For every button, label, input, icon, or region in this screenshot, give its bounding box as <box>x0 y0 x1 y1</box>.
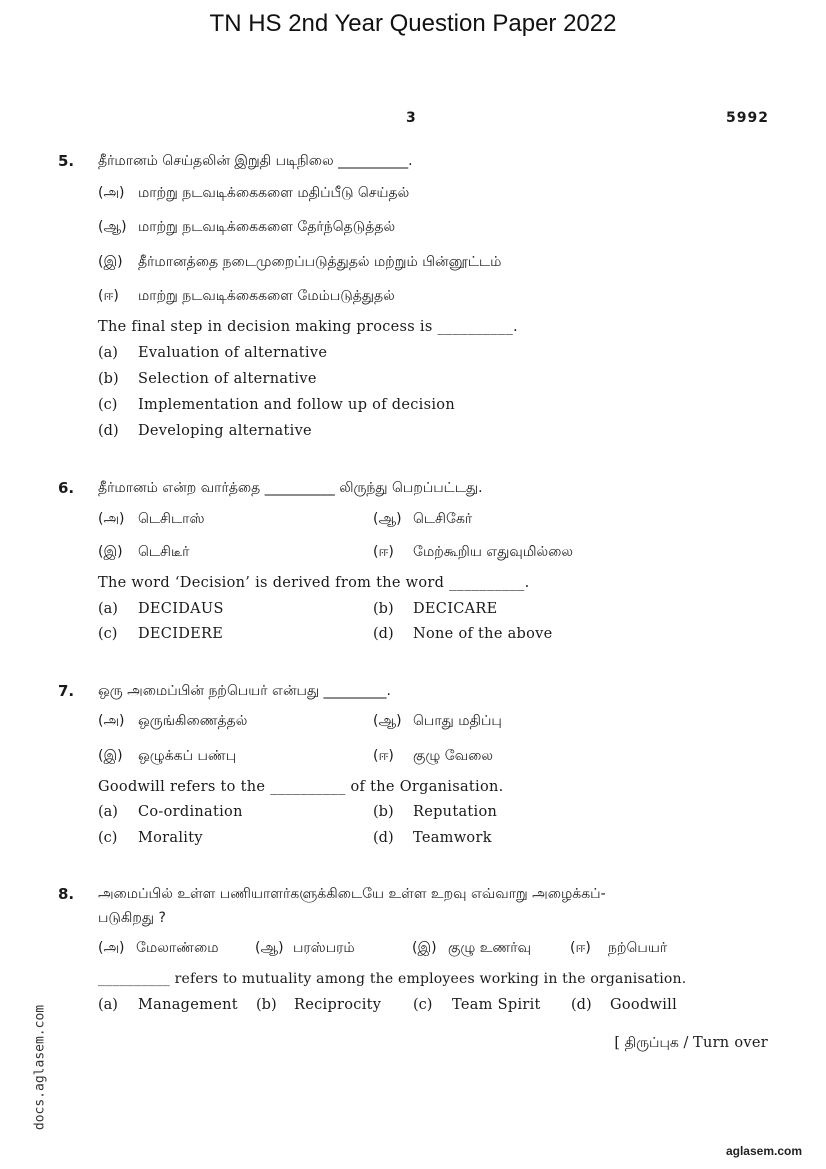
tamil-option-text: மேலாண்மை <box>136 940 219 956</box>
tamil-option-label: (ஈ) <box>373 748 394 764</box>
option-label: (c) <box>98 626 118 642</box>
option-text: Co-ordination <box>138 804 243 820</box>
tamil-option-text: குழு வேலை <box>413 748 493 764</box>
tamil-option-label: (ஆ) <box>373 511 402 527</box>
option-text: Evaluation of alternative <box>138 345 328 361</box>
option-text: Goodwill <box>610 997 678 1013</box>
tamil-option-label: (ஆ) <box>98 219 127 235</box>
tamil-option-label: (ஈ) <box>98 288 119 304</box>
question-number: 8. <box>58 885 75 903</box>
english-question: __________ refers to mutuality among the employees working in the organisation. <box>98 971 687 987</box>
turn-over-english: Turn over <box>692 1035 768 1051</box>
tamil-option-label: (அ) <box>98 511 125 527</box>
option-text: Selection of alternative <box>138 371 317 387</box>
option-label: (a) <box>98 804 118 820</box>
tamil-option-text: மேற்கூறிய எதுவுமில்லை <box>413 544 574 560</box>
question-number: 7. <box>58 682 75 700</box>
option-text: DECIDAUS <box>138 601 224 617</box>
tamil-option-label: (இ) <box>98 254 123 270</box>
option-label: (b) <box>373 804 394 820</box>
option-label: (b) <box>98 371 119 387</box>
option-text: Morality <box>138 830 203 846</box>
option-label: (d) <box>571 997 592 1013</box>
option-text: None of the above <box>413 626 553 642</box>
tamil-option-text: டெசிகேர் <box>413 511 473 527</box>
page-number: 3 <box>406 110 416 126</box>
option-text: Developing alternative <box>138 423 312 439</box>
option-label: (a) <box>98 997 118 1013</box>
tamil-option-text: மாற்று நடவடிக்கைகளை மேம்படுத்துதல் <box>138 288 395 304</box>
tamil-option-label: (அ) <box>98 940 125 956</box>
watermark: docs.aglasem.com <box>32 1004 48 1131</box>
site-link[interactable]: aglasem.com <box>725 1144 802 1158</box>
option-label: (c) <box>413 997 433 1013</box>
option-label: (a) <box>98 601 118 617</box>
tamil-option-text: ஒருங்கிணைத்தல் <box>138 713 248 729</box>
option-text: DECIDERE <box>138 626 224 642</box>
tamil-question: தீர்மானம் செய்தலின் இறுதி படிநிலை __________. <box>98 153 413 169</box>
tamil-question: ஒரு அமைப்பின் நற்பெயர் என்பது _________. <box>98 683 391 699</box>
tamil-question: தீர்மானம் என்ற வார்த்தை __________ லிருந்து பெறப்பட்டது. <box>98 480 483 496</box>
option-label: (d) <box>98 423 119 439</box>
tamil-option-label: (இ) <box>98 544 123 560</box>
tamil-option-text: குழு உணர்வு <box>448 940 531 956</box>
tamil-option-label: (ஆ) <box>255 940 284 956</box>
tamil-option-label: (ஆ) <box>373 713 402 729</box>
turn-over-bracket: [ <box>614 1035 620 1051</box>
english-question: The final step in decision making process is __________. <box>98 319 518 335</box>
option-label: (d) <box>373 830 394 846</box>
tamil-option-text: டெசிடாஸ் <box>138 511 205 527</box>
turn-over-note <box>614 1035 768 1053</box>
tamil-option-text: பரஸ்பரம் <box>293 940 355 956</box>
question-number: 5. <box>58 152 75 170</box>
tamil-option-text: ஒழுக்கப் பண்பு <box>138 748 237 764</box>
tamil-option-label: (இ) <box>98 748 123 764</box>
question-number: 6. <box>58 479 75 497</box>
paper-code: 5992 <box>726 110 769 126</box>
tamil-option-label: (அ) <box>98 185 125 201</box>
option-text: Reciprocity <box>294 997 382 1013</box>
tamil-option-text: நற்பெயர் <box>608 940 668 956</box>
english-question: Goodwill refers to the __________ of the Organisation. <box>98 779 504 795</box>
option-text: Reputation <box>413 804 498 820</box>
option-text: Implementation and follow up of decision <box>138 397 455 413</box>
option-label: (b) <box>256 997 277 1013</box>
page-title: TN HS 2nd Year Question Paper 2022 <box>209 10 617 37</box>
tamil-option-text: பொது மதிப்பு <box>413 713 502 729</box>
tamil-option-text: தீர்மானத்தை நடைமுறைப்படுத்துதல் மற்றும் பின்னூட்டம் <box>138 254 502 270</box>
option-text: Teamwork <box>413 830 492 846</box>
option-label: (c) <box>98 397 118 413</box>
turn-over-tamil: திருப்புக <box>624 1035 679 1051</box>
tamil-option-label: (இ) <box>412 940 437 956</box>
tamil-question-line2: படுகிறது ? <box>98 910 166 926</box>
option-label: (d) <box>373 626 394 642</box>
tamil-option-text: டெசிடீர் <box>138 544 190 560</box>
option-text: DECICARE <box>413 601 498 617</box>
tamil-option-text: மாற்று நடவடிக்கைகளை தேர்ந்தெடுத்தல் <box>138 219 396 235</box>
tamil-option-label: (ஈ) <box>570 940 591 956</box>
english-question: The word ‘Decision’ is derived from the word __________. <box>98 575 530 591</box>
tamil-option-label: (ஈ) <box>373 544 394 560</box>
option-text: Team Spirit <box>452 997 541 1013</box>
turn-over-separator: / <box>683 1035 689 1051</box>
option-text: Management <box>138 997 238 1013</box>
tamil-option-label: (அ) <box>98 713 125 729</box>
tamil-option-text: மாற்று நடவடிக்கைகளை மதிப்பீடு செய்தல் <box>138 185 410 201</box>
option-label: (b) <box>373 601 394 617</box>
option-label: (c) <box>98 830 118 846</box>
option-label: (a) <box>98 345 118 361</box>
tamil-question-line1: அமைப்பில் உள்ள பணியாளர்களுக்கிடையே உள்ள உறவு எவ்வாறு அழைக்கப்- <box>98 886 606 902</box>
